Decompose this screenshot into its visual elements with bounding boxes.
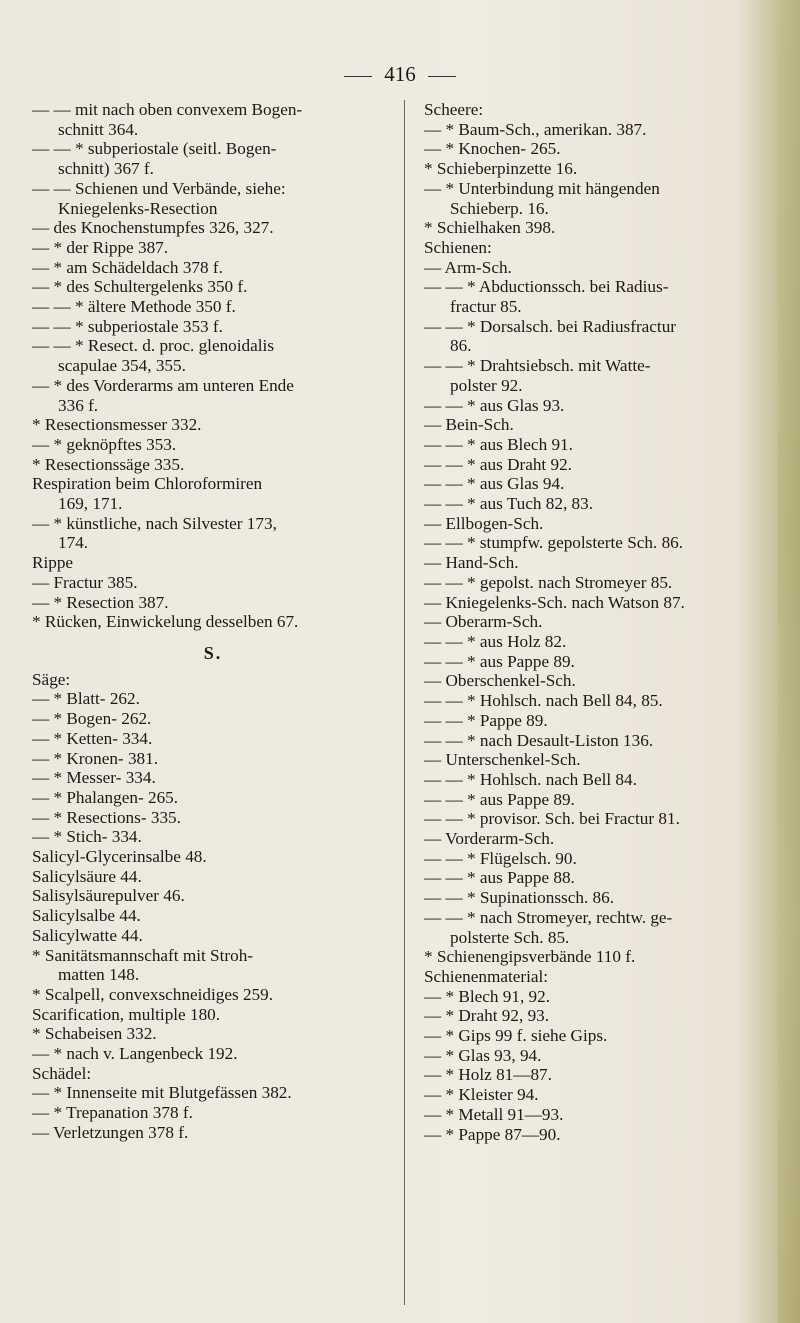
index-entry: — — * Drahtsiebsch. mit Watte- <box>424 356 651 376</box>
index-entry: 174. <box>58 533 89 553</box>
index-entry: — * Resection 387. <box>32 592 169 612</box>
section-letter: S. <box>203 642 223 663</box>
page-header <box>0 62 800 87</box>
index-entry: matten 148. <box>58 965 140 985</box>
left-column <box>32 100 394 1143</box>
index-entry: — — mit nach oben convexem Bogen- <box>32 100 303 119</box>
index-entry: Scheere: <box>424 100 484 119</box>
index-entry: Salicylsalbe 44. <box>32 906 141 926</box>
index-entry: — * Innenseite mit Blutgefässen 382. <box>32 1083 292 1103</box>
index-entry: — * Kronen- 381. <box>32 748 159 768</box>
index-entry: — * Holz 81—87. <box>424 1065 552 1085</box>
index-entry: Salicylwatte 44. <box>32 925 143 945</box>
index-entry: — — * gepolst. nach Stromeyer 85. <box>424 572 673 592</box>
index-entry: * Schielhaken 398. <box>424 218 556 238</box>
index-entry: Salicyl-Glycerinsalbe 48. <box>32 847 207 867</box>
index-entry: — — * Dorsalsch. bei Radiusfractur <box>424 316 677 336</box>
index-entry: 169, 171. <box>58 494 123 514</box>
index-entry: — * Draht 92, 93. <box>424 1006 550 1026</box>
index-entry: — — * Hohlsch. nach Bell 84. <box>424 769 637 789</box>
index-entry: — — * Resect. d. proc. glenoidalis <box>32 336 275 356</box>
index-entry: — * Kleister 94. <box>424 1085 539 1105</box>
index-entry: — * Stich- 334. <box>32 827 142 847</box>
index-entry: — Kniegelenks-Sch. nach Watson 87. <box>424 592 685 612</box>
index-entry: — * geknöpftes 353. <box>32 434 177 454</box>
index-entry: * Resectionsmesser 332. <box>32 415 202 435</box>
index-entry: — — * aus Glas 93. <box>424 395 565 415</box>
index-entry: — * nach v. Langenbeck 192. <box>32 1044 238 1064</box>
index-entry: 86. <box>450 336 472 356</box>
index-entry: polsterte Sch. 85. <box>450 927 570 947</box>
index-entry: — * am Schädeldach 378 f. <box>32 257 223 277</box>
index-entry: — — * Abductionssch. bei Radius- <box>424 277 669 297</box>
index-entry: — * Messer- 334. <box>32 768 156 788</box>
index-entry: — — * Flügelsch. 90. <box>424 848 577 868</box>
index-entry: schnitt 364. <box>58 119 139 139</box>
index-entry: — Bein-Sch. <box>424 415 514 435</box>
index-entry: — * Ketten- 334. <box>32 728 153 748</box>
index-entry: Schieberp. 16. <box>450 198 549 218</box>
index-entry: — Verletzungen 378 f. <box>32 1122 189 1142</box>
index-entry: Kniegelenks-Resection <box>58 198 218 218</box>
index-entry: * Schieberpinzette 16. <box>424 159 578 179</box>
index-entry: — — * aus Tuch 82, 83. <box>424 494 594 514</box>
index-entry: — * Knochen- 265. <box>424 139 561 159</box>
index-entry: — * des Schultergelenks 350 f. <box>32 277 248 297</box>
index-entry: fractur 85. <box>450 297 522 317</box>
index-entry: — — * subperiostale (seitl. Bogen- <box>32 139 277 159</box>
index-entry: Rippe <box>32 553 74 573</box>
index-entry: Salisylsäurepulver 46. <box>32 886 185 906</box>
index-entry: — * Blatt- 262. <box>32 689 140 709</box>
index-entry: scapulae 354, 355. <box>58 356 186 376</box>
index-entry: — — * subperiostale 353 f. <box>32 316 223 336</box>
index-entry: * Schabeisen 332. <box>32 1024 157 1044</box>
right-column <box>424 100 784 1144</box>
index-entry: — * Pappe 87—90. <box>424 1124 561 1144</box>
index-entry: * Rücken, Einwickelung desselben 67. <box>32 612 299 632</box>
index-entry: — * Resections- 335. <box>32 807 181 827</box>
index-entry: — des Knochenstumpfes 326, 327. <box>32 218 274 238</box>
index-entry: — — Schienen und Verbände, siehe: <box>32 178 286 198</box>
index-entry: — — * aus Pappe 89. <box>424 789 575 809</box>
index-entry: — Fractur 385. <box>32 572 138 592</box>
index-entry: — Hand-Sch. <box>424 553 519 573</box>
index-entry: Säge: <box>32 669 71 689</box>
index-entry: — * Phalangen- 265. <box>32 787 179 807</box>
index-entry: * Sanitätsmannschaft mit Stroh- <box>32 945 254 965</box>
index-entry: * Scalpell, convexschneidiges 259. <box>32 984 274 1004</box>
index-entry: — — * aus Blech 91. <box>424 434 573 454</box>
index-entry: — — * provisor. Sch. bei Fractur 81. <box>424 809 680 829</box>
index-entry: — Oberschenkel-Sch. <box>424 671 576 691</box>
index-entry: — — * aus Holz 82. <box>424 631 567 651</box>
left-entries-s <box>32 670 394 1143</box>
index-entry: * Schienengipsverbände 110 f. <box>424 947 636 967</box>
page-number: 416 <box>384 62 416 86</box>
index-entry: — — * ältere Methode 350 f. <box>32 297 236 317</box>
index-entry: 336 f. <box>58 395 99 415</box>
index-entry: — Vorderarm-Sch. <box>424 829 555 849</box>
index-entry: — * der Rippe 387. <box>32 237 169 257</box>
index-entry: polster 92. <box>450 375 523 395</box>
index-entry: — Oberarm-Sch. <box>424 612 543 632</box>
index-entry: — — * aus Glas 94. <box>424 474 565 494</box>
index-entry: — — * Hohlsch. nach Bell 84, 85. <box>424 691 663 711</box>
index-entry: — * Gips 99 f. siehe Gips. <box>424 1026 608 1046</box>
index-entry: — * Bogen- 262. <box>32 709 152 729</box>
header-dash-right <box>428 76 456 77</box>
index-entry: — * Baum-Sch., amerikan. 387. <box>424 119 647 139</box>
index-entry: — — * stumpfw. gepolsterte Sch. 86. <box>424 533 684 553</box>
index-entry: — * künstliche, nach Silvester 173, <box>32 513 277 533</box>
index-entry: — * Metall 91—93. <box>424 1104 564 1124</box>
index-entry: — * Blech 91, 92. <box>424 986 551 1006</box>
index-entry: — * des Vorderarms am unteren Ende <box>32 375 294 395</box>
index-entry: * Resectionssäge 335. <box>32 454 185 474</box>
index-entry: Respiration beim Chloroformiren <box>32 474 263 494</box>
right-entries <box>424 100 784 1144</box>
column-divider <box>404 100 405 1305</box>
index-entry: — — * Supinationssch. 86. <box>424 888 615 908</box>
index-entry: — Unterschenkel-Sch. <box>424 750 581 770</box>
left-entries-r <box>32 100 394 632</box>
index-entry: — Ellbogen-Sch. <box>424 513 544 533</box>
index-entry: Salicylsäure 44. <box>32 866 142 886</box>
index-entry: — — * nach Stromeyer, rechtw. ge- <box>424 907 673 927</box>
index-entry: — * Trepanation 378 f. <box>32 1103 193 1123</box>
index-entry: schnitt) 367 f. <box>58 159 154 179</box>
index-entry: — — * Pappe 89. <box>424 710 548 730</box>
index-entry: — * Glas 93, 94. <box>424 1045 542 1065</box>
header-dash-left <box>344 76 372 77</box>
index-entry: Scarification, multiple 180. <box>32 1004 221 1024</box>
index-entry: — — * aus Pappe 89. <box>424 651 575 671</box>
index-entry: — Arm-Sch. <box>424 257 512 277</box>
index-entry: Schienen: <box>424 237 492 257</box>
index-entry: Schienenmaterial: <box>424 966 549 986</box>
index-entry: — — * nach Desault-Liston 136. <box>424 730 654 750</box>
index-entry: — — * aus Pappe 88. <box>424 868 575 888</box>
index-entry: — * Unterbindung mit hängenden <box>424 178 660 198</box>
index-entry: — — * aus Draht 92. <box>424 454 572 474</box>
index-entry: Schädel: <box>32 1063 92 1083</box>
